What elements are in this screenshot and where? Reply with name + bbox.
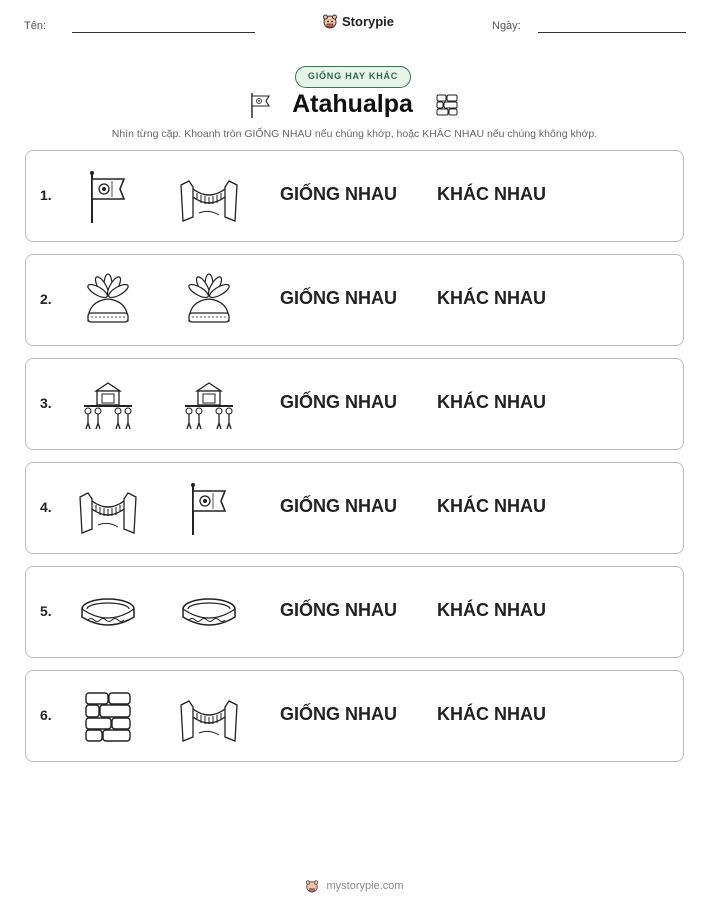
- row-number: 2.: [40, 291, 52, 307]
- exercise-row: [25, 358, 684, 450]
- row-number: 1.: [40, 187, 52, 203]
- same-option[interactable]: GIỐNG NHAU: [280, 496, 397, 516]
- bracelet-icon: [78, 583, 138, 643]
- worksheet-type-badge: GIỐNG HAY KHÁC: [295, 66, 411, 88]
- different-option[interactable]: KHÁC NHAU: [437, 704, 546, 724]
- exercise-row: [25, 670, 684, 762]
- exercise-row: [25, 462, 684, 554]
- same-option[interactable]: GIỐNG NHAU: [280, 600, 397, 620]
- row-number: 5.: [40, 603, 52, 619]
- litter-icon: [179, 375, 239, 435]
- feather-crown-icon: [78, 271, 138, 331]
- row-number: 3.: [40, 395, 52, 411]
- stone-wall-icon: [78, 687, 138, 747]
- litter-icon: [78, 375, 138, 435]
- stone-wall-icon: [435, 93, 459, 117]
- date-label: Ngày:: [492, 20, 521, 32]
- different-option[interactable]: KHÁC NHAU: [437, 496, 546, 516]
- page-title: [0, 90, 709, 119]
- row-number: 4.: [40, 499, 52, 515]
- instructions: Nhìn từng cặp. Khoanh tròn GIỐNG NHAU nếu chúng khớp, hoặc KHÁC NHAU nếu chúng không khớp.: [111, 128, 598, 140]
- date-field[interactable]: [538, 32, 686, 33]
- brand-name: Storypie: [342, 13, 395, 29]
- brand-logo: [322, 13, 394, 29]
- same-option[interactable]: GIỐNG NHAU: [280, 288, 397, 308]
- same-option[interactable]: GIỐNG NHAU: [280, 392, 397, 412]
- rope-bridge-icon: [179, 687, 239, 747]
- different-option[interactable]: KHÁC NHAU: [437, 600, 546, 620]
- flag-icon: [78, 167, 138, 227]
- same-option[interactable]: GIỐNG NHAU: [280, 184, 397, 204]
- footer-url[interactable]: mystorypie.com: [326, 880, 404, 892]
- different-option[interactable]: KHÁC NHAU: [437, 392, 546, 412]
- storypie-mascot-icon: [305, 879, 319, 893]
- footer: [0, 879, 709, 893]
- same-option[interactable]: GIỐNG NHAU: [280, 704, 397, 724]
- rope-bridge-icon: [78, 479, 138, 539]
- exercise-row: [25, 254, 684, 346]
- name-label: Tên:: [24, 20, 47, 32]
- feather-crown-icon: [179, 271, 239, 331]
- exercise-row: [25, 150, 684, 242]
- flag-icon: [179, 479, 239, 539]
- flag-icon: [250, 91, 270, 119]
- rope-bridge-icon: [179, 167, 239, 227]
- name-field[interactable]: [72, 32, 255, 33]
- row-number: 6.: [40, 707, 52, 723]
- storypie-mascot-icon: [322, 13, 338, 29]
- different-option[interactable]: KHÁC NHAU: [437, 184, 546, 204]
- different-option[interactable]: KHÁC NHAU: [437, 288, 546, 308]
- exercise-row: [25, 566, 684, 658]
- title-text: Atahualpa: [292, 90, 413, 118]
- bracelet-icon: [179, 583, 239, 643]
